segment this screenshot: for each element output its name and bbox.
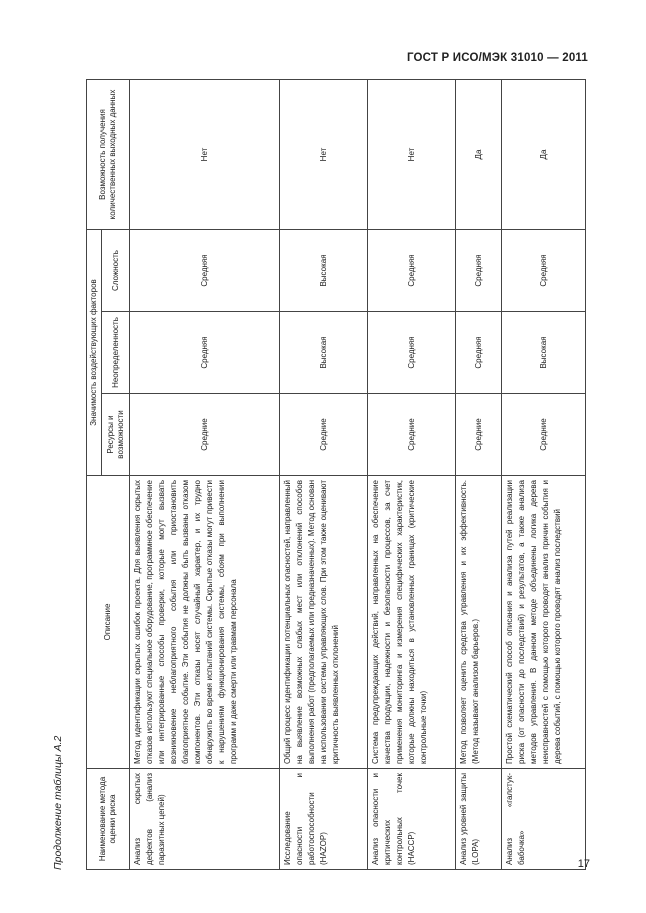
quantitative-cell: Нет: [280, 80, 368, 230]
header-description: Описание: [87, 476, 130, 769]
quantitative-cell: Да: [502, 80, 586, 230]
table-caption: Продолжение таблицы А.2: [52, 735, 64, 870]
quantitative-cell: Нет: [368, 80, 456, 230]
complexity-cell: Средняя: [456, 230, 502, 312]
table-row: [130, 80, 280, 870]
uncertainty-cell: Средняя: [368, 312, 456, 394]
uncertainty-cell: Высокая: [502, 312, 586, 394]
complexity-cell: Высокая: [280, 230, 368, 312]
description-cell: Простой схематический способ описания и анализа путей реализации риска (от опасности до последствий) и результатов, а также анализа методов управления. В данном методе объединены логика дерева неисправностей с помощью которого проводят анализ причин события и дерева событий, с помощью которого проводят анализ последствий: [502, 476, 586, 769]
risk-methods-table: [86, 79, 586, 870]
description-cell: Общий процесс идентификации потенциальных опасностей, направленный на выявление возможных слабых мест или отклонений способов выполнения работ (предполагаемых или предназначенных). Метод основан на использовании системы управляющих слов. При этом также оценивают критичность выявленных отклонений: [280, 476, 368, 769]
complexity-cell: Средняя: [502, 230, 586, 312]
complexity-cell: Средняя: [130, 230, 280, 312]
header-uncertainty: Неопределенность: [102, 312, 130, 394]
resources-cell: Средние: [280, 394, 368, 476]
method-cell: Анализ скрытых дефектов (анализ паразитных цепей): [130, 769, 280, 870]
resources-cell: Средние: [368, 394, 456, 476]
quantitative-cell: Да: [456, 80, 502, 230]
method-cell: Анализ опасности и критических контрольных точек (HACCP): [368, 769, 456, 870]
description-cell: Метод идентификации скрытых ошибок проекта. Для выявления скрытых отказов используют специальное оборудование, программное обеспечение или интегрированные способы проверки, которые могут вызвать возникновение неблагоприятного события или приостановить благоприятное событие. Эти события не должны быть вызваны отказом компонентов. Эти отказы носят случайный характер, и их трудно обнаружить во время испытаний системы. Скрытые отказы могут привести к нарушениям функционирования системы, сбоям при выполнении программ и даже смерти или травмам персонала: [130, 476, 280, 769]
uncertainty-cell: Средняя: [130, 312, 280, 394]
description-cell: Метод позволяет оценить средства управления и их эффективность. (Метод называют анализом барьеров.): [456, 476, 502, 769]
page-number: 17: [577, 858, 590, 870]
table-row: [456, 80, 502, 870]
table-row: [502, 80, 586, 870]
header-resources: Ресурсы и возможности: [102, 394, 130, 476]
document-code: ГОСТ Р ИСО/МЭК 31010 — 2011: [406, 52, 588, 64]
method-cell: Исследование опасности и работоспособности (HAZOP): [280, 769, 368, 870]
uncertainty-cell: Высокая: [280, 312, 368, 394]
table-row: [368, 80, 456, 870]
method-cell: Анализ «галстук-бабочка»: [502, 769, 586, 870]
resources-cell: Средние: [502, 394, 586, 476]
complexity-cell: Средняя: [368, 230, 456, 312]
method-cell: Анализ уровней защиты (LOPA): [456, 769, 502, 870]
quantitative-cell: Нет: [130, 80, 280, 230]
rotated-table-area: [40, 80, 584, 870]
header-quantitative: Возможность получения количественных выходных данных: [87, 80, 130, 230]
header-method: Наименование метода оценки риска: [87, 769, 130, 870]
resources-cell: Средние: [130, 394, 280, 476]
description-cell: Система предупреждающих действий, направленных на обеспечение качества продукции, надежности и безопасности процессов, за счет применения мониторинга и измерения специфических характеристик, которые должны находиться в установленных границах (критические контрольные точки): [368, 476, 456, 769]
resources-cell: Средние: [456, 394, 502, 476]
uncertainty-cell: Средняя: [456, 312, 502, 394]
header-factors-group: Значимость воздействующих факторов: [87, 230, 102, 476]
header-complexity: Сложность: [102, 230, 130, 312]
table-row: [280, 80, 368, 870]
